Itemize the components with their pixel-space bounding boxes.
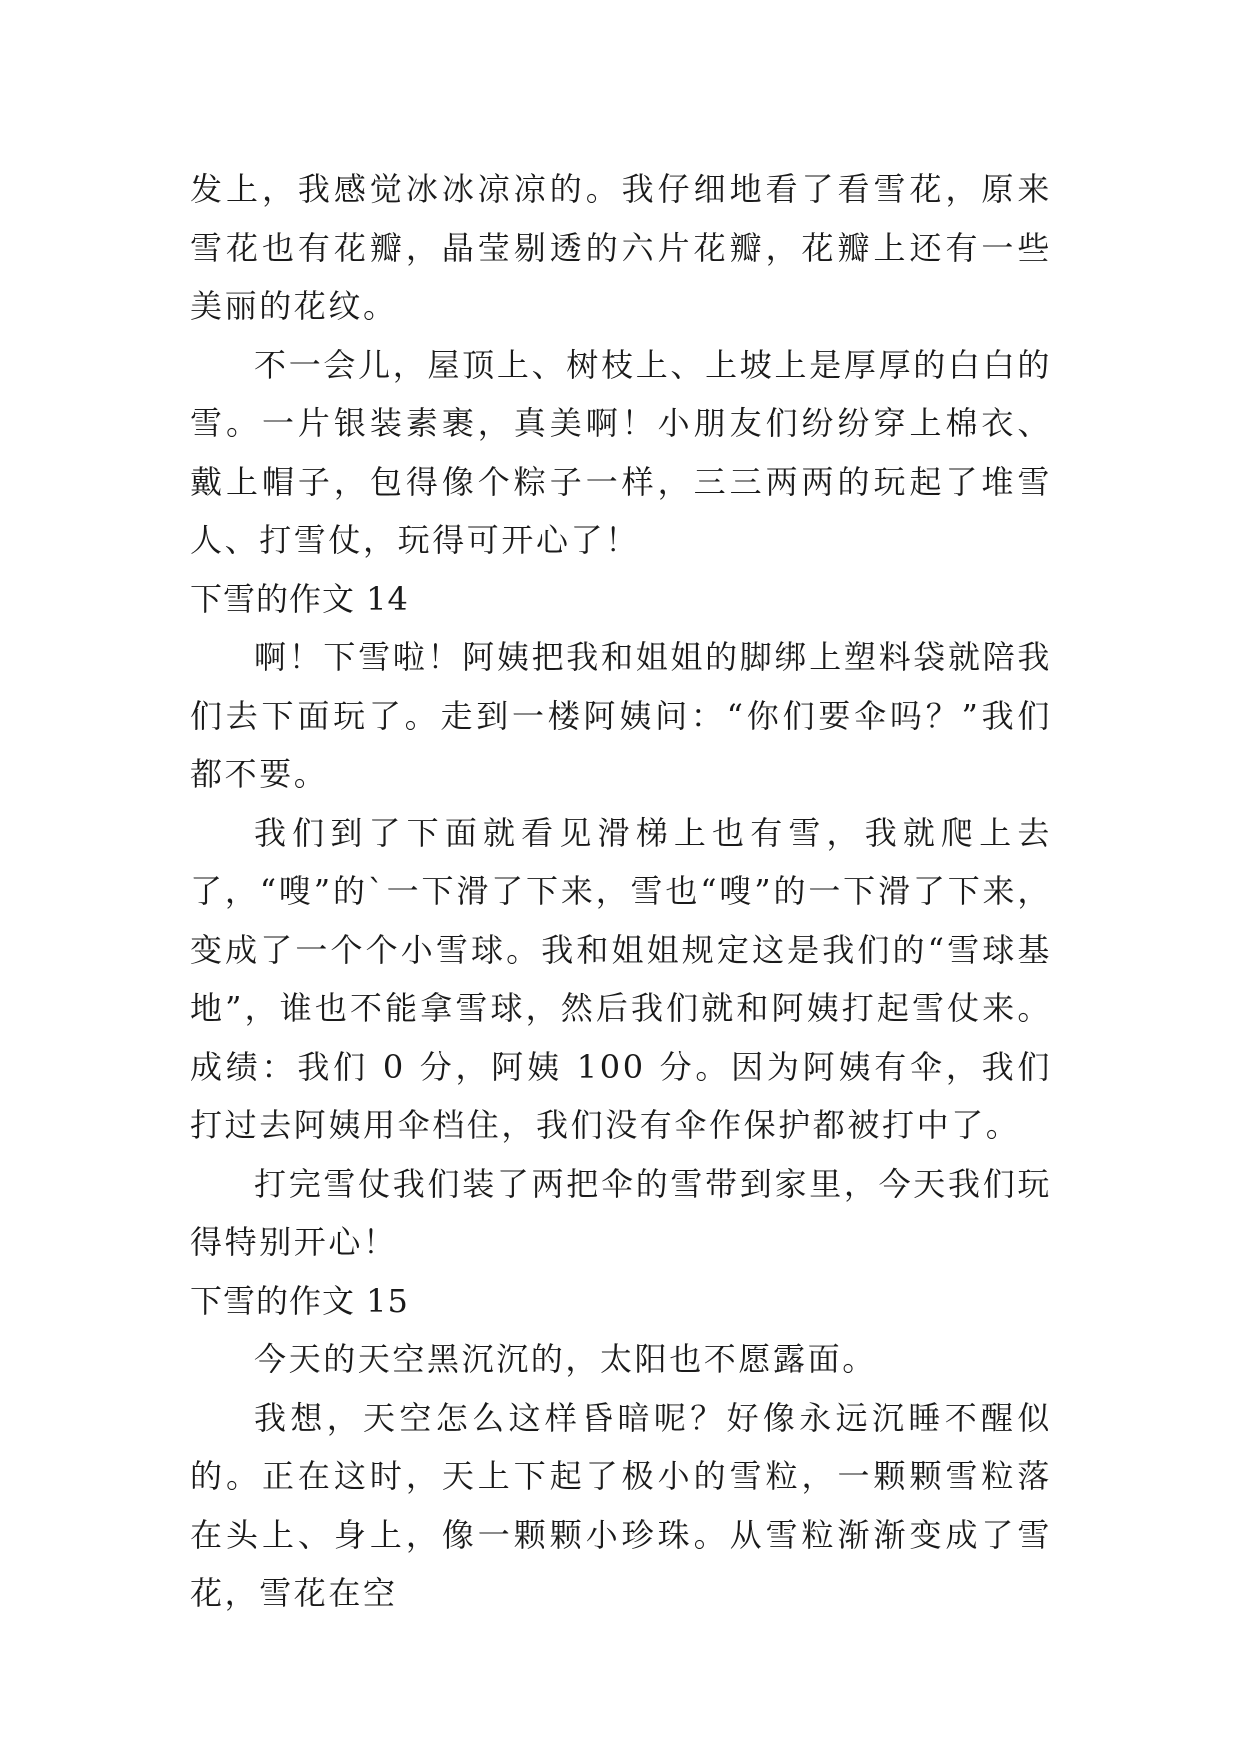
paragraph: 打完雪仗我们装了两把伞的雪带到家里，今天我们玩得特别开心！ — [190, 1164, 1052, 1261]
paragraph: 今天的天空黑沉沉的，太阳也不愿露面。 — [254, 1340, 877, 1378]
paragraph: 啊！下雪啦！阿姨把我和姐姐的脚绑上塑料袋就陪我们去下面玩了。走到一楼阿姨问：“你们要伞吗？”我们都不要。 — [190, 638, 1052, 793]
paragraph-continuation: 发上，我感觉冰冰凉凉的。我仔细地看了看雪花，原来雪花也有花瓣，晶莹剔透的六片花瓣，花瓣上还有一些美丽的花纹。 — [190, 170, 1052, 325]
paragraph: 我想，天空怎么这样昏暗呢？好像永远沉睡不醒似的。正在这时，天上下起了极小的雪粒，一颗颗雪粒落在头上、身上，像一颗颗小珍珠。从雪粒渐渐变成了雪花，雪花在空 — [190, 1398, 1052, 1612]
document-body — [190, 160, 1052, 1623]
paragraph: 我们到了下面就看见滑梯上也有雪，我就爬上去了，“嗖”的`一下滑了下来，雪也“嗖”的一下滑了下来，变成了一个个小雪球。我和姐姐规定这是我们的“雪球基地”，谁也不能拿雪球，然后我们就和阿姨打起雪仗来。成绩：我们 0 分，阿姨 100 分。因为阿姨有伞，我们打过去阿姨用伞档住，我们没有伞作保护都被打中了。 — [190, 813, 1052, 1144]
section-heading: 下雪的作文 14 — [190, 579, 409, 618]
section-heading: 下雪的作文 15 — [190, 1281, 409, 1320]
paragraph: 不一会儿，屋顶上、树枝上、上坡上是厚厚的白白的雪。一片银装素裹，真美啊！小朋友们纷纷穿上棉衣、戴上帽子，包得像个粽子一样，三三两两的玩起了堆雪人、打雪仗，玩得可开心了！ — [190, 345, 1052, 559]
